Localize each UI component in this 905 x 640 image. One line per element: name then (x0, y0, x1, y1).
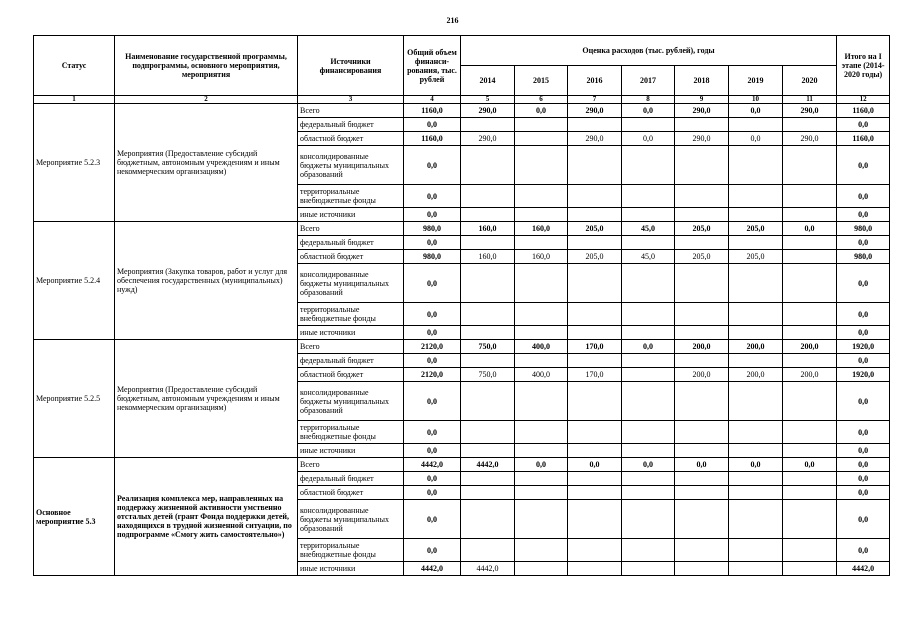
status-cell: Мероприятие 5.2.4 (34, 222, 115, 340)
column-number: 6 (515, 96, 568, 104)
year-value-cell (729, 562, 783, 576)
stage-total-cell: 0,0 (837, 382, 890, 421)
total-cell: 0,0 (404, 421, 461, 444)
source-cell: федеральный бюджет (298, 118, 404, 132)
year-value-cell: 400,0 (515, 368, 568, 382)
year-value-cell: 290,0 (783, 132, 837, 146)
year-value-cell (461, 185, 515, 208)
total-cell: 0,0 (404, 118, 461, 132)
year-value-cell (568, 444, 622, 458)
stage-total-cell: 0,0 (837, 146, 890, 185)
header-year: 2016 (568, 66, 622, 96)
year-value-cell (783, 539, 837, 562)
year-value-cell (515, 118, 568, 132)
year-value-cell (568, 208, 622, 222)
year-value-cell (729, 472, 783, 486)
total-cell: 0,0 (404, 185, 461, 208)
year-value-cell (729, 264, 783, 303)
source-cell: Всего (298, 104, 404, 118)
year-value-cell (729, 326, 783, 340)
year-value-cell (675, 500, 729, 539)
year-value-cell: 200,0 (783, 368, 837, 382)
stage-total-cell: 0,0 (837, 118, 890, 132)
year-value-cell (461, 421, 515, 444)
total-cell: 0,0 (404, 326, 461, 340)
year-value-cell (568, 472, 622, 486)
year-value-cell: 290,0 (461, 132, 515, 146)
year-value-cell: 290,0 (675, 104, 729, 118)
year-value-cell (622, 444, 675, 458)
stage-total-cell: 0,0 (837, 326, 890, 340)
year-value-cell: 0,0 (515, 458, 568, 472)
year-value-cell: 0,0 (729, 104, 783, 118)
source-cell: Всего (298, 340, 404, 354)
total-cell: 0,0 (404, 500, 461, 539)
year-value-cell (515, 326, 568, 340)
year-value-cell (515, 146, 568, 185)
total-cell: 0,0 (404, 486, 461, 500)
year-value-cell (461, 354, 515, 368)
year-value-cell (622, 208, 675, 222)
year-value-cell (568, 500, 622, 539)
table-row (34, 222, 890, 236)
year-value-cell (622, 486, 675, 500)
year-value-cell: 0,0 (729, 458, 783, 472)
year-value-cell (622, 185, 675, 208)
total-cell: 0,0 (404, 354, 461, 368)
year-value-cell (729, 146, 783, 185)
year-value-cell (515, 444, 568, 458)
year-value-cell: 0,0 (783, 222, 837, 236)
year-value-cell: 205,0 (729, 250, 783, 264)
year-value-cell (461, 264, 515, 303)
year-value-cell (461, 444, 515, 458)
year-value-cell (461, 539, 515, 562)
stage-total-cell: 1160,0 (837, 104, 890, 118)
year-value-cell (461, 303, 515, 326)
stage-total-cell: 1920,0 (837, 340, 890, 354)
year-value-cell (622, 354, 675, 368)
year-value-cell (515, 486, 568, 500)
year-value-cell: 205,0 (729, 222, 783, 236)
activity-name-cell: Реализация комплекса мер, направленных на поддержку жизненной активности умственно отсталых детей (грант Фонда поддержки детей, находящихся в трудной жизненной ситуации, по подпрограмме «Смогу жить самостоятельно») (115, 458, 298, 576)
total-cell: 980,0 (404, 250, 461, 264)
year-value-cell (622, 382, 675, 421)
year-value-cell (461, 236, 515, 250)
activity-name-cell: Мероприятия (Предоставление субсидий бюджетным, автономным учреждениям и иным некоммерческим организациям) (115, 340, 298, 458)
total-cell: 2120,0 (404, 340, 461, 354)
year-value-cell (783, 326, 837, 340)
year-value-cell: 160,0 (461, 250, 515, 264)
stage-total-cell: 1920,0 (837, 368, 890, 382)
year-value-cell (568, 354, 622, 368)
source-cell: консолидированные бюджеты муниципальных образований (298, 382, 404, 421)
column-number: 8 (622, 96, 675, 104)
year-value-cell: 45,0 (622, 250, 675, 264)
year-value-cell (675, 146, 729, 185)
year-value-cell (568, 146, 622, 185)
year-value-cell: 205,0 (568, 222, 622, 236)
total-cell: 980,0 (404, 222, 461, 236)
source-cell: территориальные внебюджетные фонды (298, 303, 404, 326)
source-cell: консолидированные бюджеты муниципальных образований (298, 264, 404, 303)
year-value-cell (515, 236, 568, 250)
status-cell: Мероприятие 5.2.3 (34, 104, 115, 222)
budget-table (33, 35, 890, 576)
stage-total-cell: 1160,0 (837, 132, 890, 146)
total-cell: 0,0 (404, 539, 461, 562)
year-value-cell (729, 303, 783, 326)
year-value-cell (675, 303, 729, 326)
header-year: 2018 (675, 66, 729, 96)
year-value-cell: 45,0 (622, 222, 675, 236)
year-value-cell (783, 146, 837, 185)
year-value-cell (568, 185, 622, 208)
year-value-cell (568, 382, 622, 421)
stage-total-cell: 0,0 (837, 444, 890, 458)
year-value-cell: 290,0 (568, 104, 622, 118)
year-value-cell (515, 185, 568, 208)
year-value-cell (622, 326, 675, 340)
year-value-cell (675, 118, 729, 132)
table-row (34, 104, 890, 118)
stage-total-cell: 0,0 (837, 486, 890, 500)
stage-total-cell: 0,0 (837, 264, 890, 303)
source-cell: областной бюджет (298, 250, 404, 264)
year-value-cell (783, 486, 837, 500)
year-value-cell: 4442,0 (461, 562, 515, 576)
total-cell: 0,0 (404, 264, 461, 303)
year-value-cell (461, 146, 515, 185)
column-number: 2 (115, 96, 298, 104)
header-year: 2019 (729, 66, 783, 96)
header-total: Общий объем финанси-рования, тыс. рублей (404, 36, 461, 96)
year-value-cell (783, 472, 837, 486)
year-value-cell (568, 421, 622, 444)
year-value-cell (675, 382, 729, 421)
stage-total-cell: 980,0 (837, 250, 890, 264)
header-estimate: Оценка расходов (тыс. рублей), годы (461, 36, 837, 66)
column-number: 1 (34, 96, 115, 104)
year-value-cell (461, 118, 515, 132)
stage-total-cell: 0,0 (837, 354, 890, 368)
year-value-cell (515, 562, 568, 576)
source-cell: консолидированные бюджеты муниципальных образований (298, 500, 404, 539)
year-value-cell (568, 303, 622, 326)
year-value-cell: 0,0 (568, 458, 622, 472)
year-value-cell: 170,0 (568, 368, 622, 382)
year-value-cell (729, 421, 783, 444)
table-row (34, 340, 890, 354)
year-value-cell: 290,0 (568, 132, 622, 146)
year-value-cell (568, 326, 622, 340)
year-value-cell (675, 326, 729, 340)
year-value-cell (675, 354, 729, 368)
year-value-cell (515, 382, 568, 421)
year-value-cell (622, 472, 675, 486)
year-value-cell (729, 118, 783, 132)
year-value-cell: 0,0 (783, 458, 837, 472)
year-value-cell (515, 500, 568, 539)
total-cell: 0,0 (404, 146, 461, 185)
year-value-cell (622, 421, 675, 444)
total-cell: 0,0 (404, 236, 461, 250)
year-value-cell (783, 303, 837, 326)
year-value-cell (783, 185, 837, 208)
source-cell: иные источники (298, 562, 404, 576)
total-cell: 0,0 (404, 208, 461, 222)
year-value-cell: 200,0 (783, 340, 837, 354)
total-cell: 0,0 (404, 303, 461, 326)
year-value-cell (622, 264, 675, 303)
year-value-cell (783, 500, 837, 539)
total-cell: 0,0 (404, 382, 461, 421)
year-value-cell: 0,0 (729, 132, 783, 146)
column-number: 7 (568, 96, 622, 104)
year-value-cell (729, 539, 783, 562)
year-value-cell: 750,0 (461, 340, 515, 354)
year-value-cell (729, 382, 783, 421)
source-cell: Всего (298, 458, 404, 472)
year-value-cell (675, 185, 729, 208)
status-cell: Основное мероприятие 5.3 (34, 458, 115, 576)
total-cell: 1160,0 (404, 132, 461, 146)
year-value-cell: 0,0 (622, 104, 675, 118)
year-value-cell: 205,0 (675, 222, 729, 236)
year-value-cell (461, 472, 515, 486)
year-value-cell: 160,0 (515, 250, 568, 264)
year-value-cell: 200,0 (675, 340, 729, 354)
year-value-cell (783, 250, 837, 264)
year-value-cell: 205,0 (675, 250, 729, 264)
year-value-cell: 290,0 (461, 104, 515, 118)
year-value-cell (568, 562, 622, 576)
year-value-cell (515, 354, 568, 368)
source-cell: иные источники (298, 208, 404, 222)
total-cell: 4442,0 (404, 458, 461, 472)
year-value-cell (461, 486, 515, 500)
total-cell: 4442,0 (404, 562, 461, 576)
year-value-cell (622, 303, 675, 326)
year-value-cell (675, 539, 729, 562)
year-value-cell (783, 444, 837, 458)
source-cell: иные источники (298, 326, 404, 340)
year-value-cell (568, 539, 622, 562)
header-year: 2015 (515, 66, 568, 96)
year-value-cell: 290,0 (783, 104, 837, 118)
header-year: 2020 (783, 66, 837, 96)
year-value-cell (622, 236, 675, 250)
header-name: Наименование государственной программы, подпрограммы, основного мероприятия, мероприятия (115, 36, 298, 96)
year-value-cell: 0,0 (622, 340, 675, 354)
year-value-cell (622, 500, 675, 539)
header-year: 2014 (461, 66, 515, 96)
year-value-cell (461, 382, 515, 421)
stage-total-cell: 0,0 (837, 303, 890, 326)
total-cell: 0,0 (404, 472, 461, 486)
year-value-cell (461, 208, 515, 222)
stage-total-cell: 0,0 (837, 185, 890, 208)
total-cell: 1160,0 (404, 104, 461, 118)
year-value-cell: 160,0 (461, 222, 515, 236)
year-value-cell (729, 444, 783, 458)
total-cell: 2120,0 (404, 368, 461, 382)
year-value-cell (568, 264, 622, 303)
column-number: 3 (298, 96, 404, 104)
stage-total-cell: 0,0 (837, 458, 890, 472)
year-value-cell (461, 326, 515, 340)
source-cell: иные источники (298, 444, 404, 458)
stage-total-cell: 0,0 (837, 208, 890, 222)
year-value-cell: 200,0 (729, 340, 783, 354)
year-value-cell (675, 208, 729, 222)
year-value-cell (568, 486, 622, 500)
year-value-cell (783, 421, 837, 444)
year-value-cell (675, 444, 729, 458)
year-value-cell (622, 368, 675, 382)
year-value-cell: 750,0 (461, 368, 515, 382)
stage-total-cell: 0,0 (837, 539, 890, 562)
activity-name-cell: Мероприятия (Закупка товаров, работ и услуг для обеспечения государственных (муниципальных) нужд) (115, 222, 298, 340)
year-value-cell (515, 421, 568, 444)
year-value-cell (729, 236, 783, 250)
year-value-cell: 200,0 (729, 368, 783, 382)
source-cell: федеральный бюджет (298, 472, 404, 486)
source-cell: федеральный бюджет (298, 354, 404, 368)
year-value-cell (783, 264, 837, 303)
year-value-cell: 400,0 (515, 340, 568, 354)
header-status: Статус (34, 36, 115, 96)
year-value-cell (622, 146, 675, 185)
year-value-cell: 0,0 (675, 458, 729, 472)
total-cell: 0,0 (404, 444, 461, 458)
year-value-cell (675, 472, 729, 486)
page-number: 216 (446, 16, 459, 25)
source-cell: консолидированные бюджеты муниципальных образований (298, 146, 404, 185)
year-value-cell (515, 539, 568, 562)
year-value-cell (461, 500, 515, 539)
table-row (34, 458, 890, 472)
source-cell: областной бюджет (298, 132, 404, 146)
year-value-cell (729, 185, 783, 208)
year-value-cell: 200,0 (675, 368, 729, 382)
year-value-cell (783, 208, 837, 222)
year-value-cell (515, 132, 568, 146)
year-value-cell (622, 562, 675, 576)
source-cell: территориальные внебюджетные фонды (298, 185, 404, 208)
year-value-cell (515, 303, 568, 326)
year-value-cell (515, 472, 568, 486)
year-value-cell: 160,0 (515, 222, 568, 236)
year-value-cell (622, 118, 675, 132)
column-number: 10 (729, 96, 783, 104)
column-number: 9 (675, 96, 729, 104)
year-value-cell (675, 486, 729, 500)
column-number: 12 (837, 96, 890, 104)
column-number: 11 (783, 96, 837, 104)
source-cell: территориальные внебюджетные фонды (298, 539, 404, 562)
header-year: 2017 (622, 66, 675, 96)
year-value-cell: 205,0 (568, 250, 622, 264)
year-value-cell (622, 539, 675, 562)
activity-name-cell: Мероприятия (Предоставление субсидий бюджетным, автономным учреждениям и иным некоммерческим организациям) (115, 104, 298, 222)
year-value-cell (729, 208, 783, 222)
year-value-cell (515, 264, 568, 303)
table-body (34, 104, 890, 576)
year-value-cell (783, 562, 837, 576)
source-cell: областной бюджет (298, 368, 404, 382)
year-value-cell: 0,0 (622, 132, 675, 146)
column-number: 4 (404, 96, 461, 104)
source-cell: федеральный бюджет (298, 236, 404, 250)
source-cell: территориальные внебюджетные фонды (298, 421, 404, 444)
year-value-cell (783, 382, 837, 421)
year-value-cell (729, 354, 783, 368)
stage-total-cell: 0,0 (837, 500, 890, 539)
column-number: 5 (461, 96, 515, 104)
year-value-cell (568, 236, 622, 250)
year-value-cell: 4442,0 (461, 458, 515, 472)
year-value-cell (783, 354, 837, 368)
year-value-cell (729, 500, 783, 539)
year-value-cell (729, 486, 783, 500)
year-value-cell (568, 118, 622, 132)
year-value-cell (783, 118, 837, 132)
header-stage-total: Итого на I этапе (2014-2020 годы) (837, 36, 890, 96)
year-value-cell: 290,0 (675, 132, 729, 146)
header-sources: Источники финансирования (298, 36, 404, 96)
stage-total-cell: 0,0 (837, 236, 890, 250)
year-value-cell: 0,0 (622, 458, 675, 472)
stage-total-cell: 980,0 (837, 222, 890, 236)
year-value-cell: 0,0 (515, 104, 568, 118)
stage-total-cell: 0,0 (837, 472, 890, 486)
year-value-cell (675, 421, 729, 444)
source-cell: областной бюджет (298, 486, 404, 500)
stage-total-cell: 0,0 (837, 421, 890, 444)
year-value-cell (675, 236, 729, 250)
year-value-cell: 170,0 (568, 340, 622, 354)
year-value-cell (783, 236, 837, 250)
source-cell: Всего (298, 222, 404, 236)
status-cell: Мероприятие 5.2.5 (34, 340, 115, 458)
year-value-cell (515, 208, 568, 222)
year-value-cell (675, 562, 729, 576)
year-value-cell (675, 264, 729, 303)
stage-total-cell: 4442,0 (837, 562, 890, 576)
